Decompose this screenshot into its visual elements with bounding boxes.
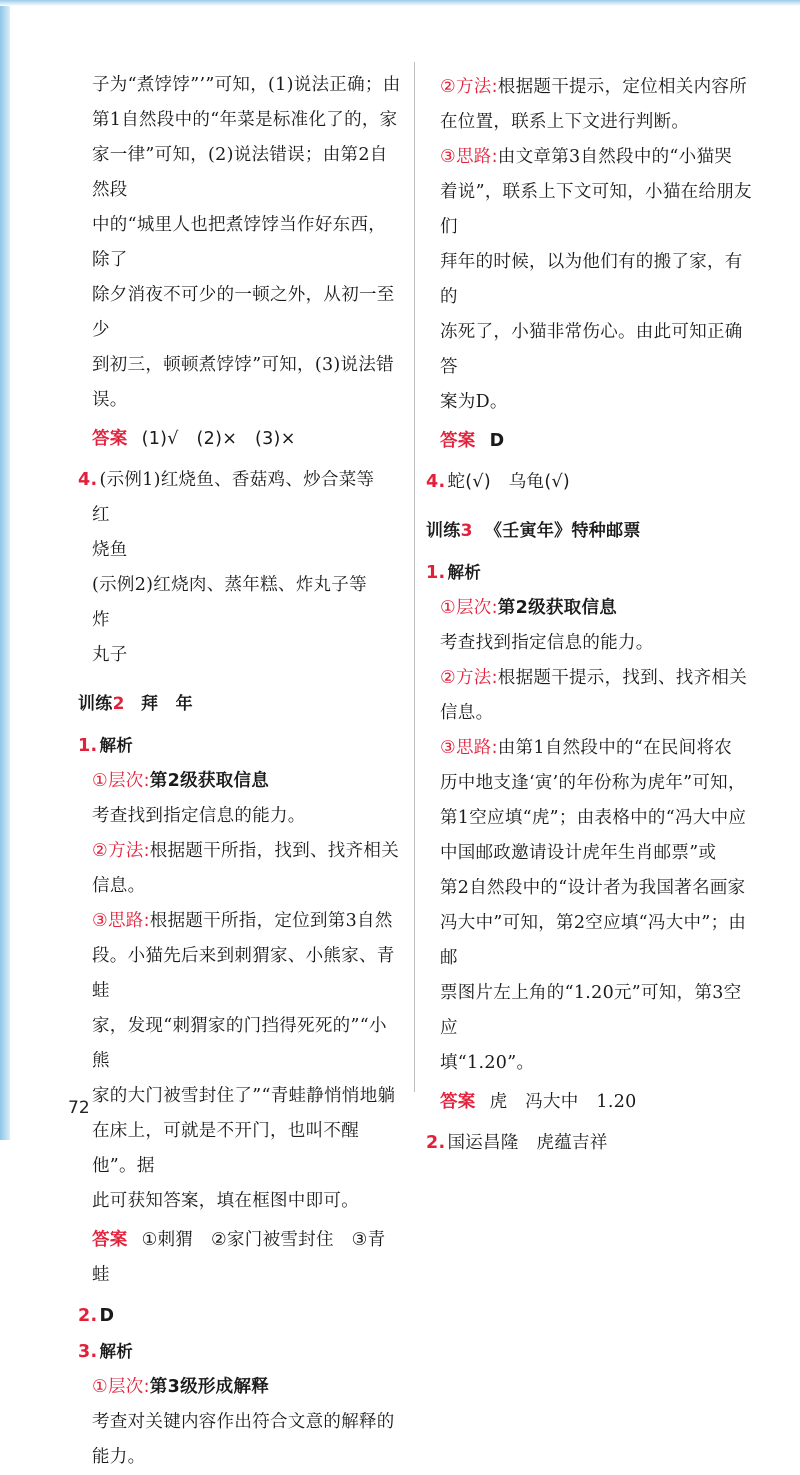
- idea-line: [440, 731, 758, 766]
- level-line: [92, 764, 402, 799]
- left-text-line: 信息。: [92, 876, 146, 896]
- idea-label: ③思路:: [92, 911, 150, 931]
- left-text-line: 丸子: [92, 645, 128, 665]
- section-title-3: [426, 514, 758, 549]
- question-4-answer: 蛇(√) 乌龟(√): [447, 472, 571, 492]
- question-1-head: [426, 555, 758, 591]
- level-value: 第2级获取信息: [497, 598, 618, 618]
- question-2-answer: 国运昌隆 虎蕴吉祥: [447, 1133, 608, 1153]
- question-number: 3.: [78, 1342, 98, 1362]
- answer-label: 答案: [440, 1092, 476, 1112]
- right-text-line: 案为D。: [440, 392, 508, 412]
- method-text: 根据题干提示，定位相关内容所: [497, 77, 747, 97]
- level-label: ①层次:: [92, 771, 150, 791]
- section-number: 2: [112, 694, 125, 714]
- answer-value: ①刺猬 ②家门被雪封住 ③青蛙: [92, 1230, 386, 1285]
- left-text-line: 考查找到指定信息的能力。: [92, 806, 306, 826]
- question-number: 2.: [78, 1306, 98, 1326]
- answer-label: 答案: [92, 429, 128, 449]
- method-line: [92, 834, 402, 869]
- question-number: 1.: [426, 563, 446, 583]
- answer-label: 答案: [92, 1230, 128, 1250]
- right-text-line: 冻死了，小猫非常伤心。由此可知正确答: [440, 322, 743, 377]
- section-name: 《壬寅年》特种邮票: [484, 521, 641, 541]
- question-4-line: [426, 465, 758, 500]
- question-3-head: [78, 1334, 402, 1370]
- level-line: [440, 591, 758, 626]
- answer-value: D: [489, 431, 505, 451]
- answer-label: 答案: [440, 431, 476, 451]
- left-text-line: 段。小猫先后来到刺猬家、小熊家、青蛙: [92, 946, 395, 1001]
- right-text-line: 第1空应填“虎”；由表格中的“冯大中应: [440, 808, 747, 828]
- right-text-line: 考查找到指定信息的能力。: [440, 633, 654, 653]
- column-divider: [414, 62, 415, 1092]
- right-text-line: 历中地支逢‘寅’的年份称为虎年”可知，: [440, 773, 746, 793]
- answer-line: [440, 424, 758, 459]
- section-number: 3: [460, 521, 473, 541]
- right-text-line: 在位置，联系上下文进行判断。: [440, 112, 690, 132]
- left-text-line: 在床上，可就是不开门，也叫不醒他”。据: [92, 1121, 359, 1176]
- right-text-line: 冯大中”可知，第2空应填“冯大中”；由邮: [440, 913, 747, 968]
- left-text-line: (示例2)红烧肉、蒸年糕、炸丸子等 炸: [92, 575, 385, 630]
- left-text-line: 烧鱼: [92, 540, 128, 560]
- question-2-answer: D: [99, 1306, 115, 1326]
- method-label: ②方法:: [440, 77, 498, 97]
- answer-line: [92, 1223, 402, 1293]
- idea-label: ③思路:: [440, 147, 498, 167]
- left-text-line: 到初三，顿顿煮饽饽”可知，(3)说法错误。: [92, 355, 394, 410]
- left-text-line: 家一律”可知，(2)说法错误；由第2自然段: [92, 145, 388, 200]
- answer-line: [440, 1085, 758, 1120]
- analysis-heading: 解析: [447, 563, 482, 582]
- idea-text: 由文章第3自然段中的“小猫哭: [497, 147, 733, 167]
- section-name: 拜 年: [140, 694, 193, 714]
- method-text: 根据题干所指，找到、找齐相关: [149, 841, 399, 861]
- level-line: [92, 1370, 402, 1405]
- method-label: ②方法:: [440, 668, 498, 688]
- level-value: 第3级形成解释: [149, 1377, 270, 1397]
- method-label: ②方法:: [92, 841, 150, 861]
- question-1-head: [78, 728, 402, 764]
- question-2-line: [426, 1126, 758, 1161]
- level-value: 第2级获取信息: [149, 771, 270, 791]
- right-text-line: 着说”，联系上下文可知，小猫在给朋友们: [440, 182, 752, 237]
- question-number: 4.: [426, 472, 446, 492]
- left-text-line: 除夕消夜不可少的一顿之外，从初一至少: [92, 285, 395, 340]
- analysis-heading: 解析: [99, 1342, 134, 1361]
- left-text-line: 第1自然段中的“年菜是标准化了的，家: [92, 110, 398, 130]
- section-title-2: [78, 687, 402, 722]
- left-text-line: 能力。: [92, 1447, 146, 1467]
- right-text-line: 中国邮政邀请设计虎年生肖邮票”或: [440, 843, 717, 863]
- right-text-line: 信息。: [440, 703, 494, 723]
- question-number: 1.: [78, 736, 98, 756]
- left-text-line: 考查对关键内容作出符合文意的解释的: [92, 1412, 395, 1432]
- section-prefix: 训练: [426, 521, 461, 541]
- question-number: 2.: [426, 1133, 446, 1153]
- left-text-line: 家的大门被雪封住了”“青蛙静悄悄地躺: [92, 1086, 396, 1106]
- question-4-text: (示例1)红烧鱼、香菇鸡、炒合菜等 红: [92, 470, 393, 525]
- section-prefix: 训练: [78, 694, 113, 714]
- right-text-line: 拜年的时候，以为他们有的搬了家，有的: [440, 252, 743, 307]
- answer-value: (1)√ (2)× (3)×: [141, 429, 296, 449]
- question-2-line: [78, 1299, 402, 1334]
- question-4-line: [78, 463, 402, 533]
- question-number: 4.: [78, 470, 98, 490]
- page-edge-top: [0, 0, 800, 6]
- left-text-line: 此可获知答案，填在框图中即可。: [92, 1191, 359, 1211]
- method-line: [440, 70, 758, 105]
- answer-value: 虎 冯大中 1.20: [489, 1092, 637, 1112]
- method-line: [440, 661, 758, 696]
- page-number: 72: [68, 1098, 90, 1118]
- level-label: ①层次:: [92, 1377, 150, 1397]
- left-text-line: 子为“煮饽饽”’”可知，(1)说法正确；由: [92, 75, 401, 95]
- level-label: ①层次:: [440, 598, 498, 618]
- idea-text: 根据题干所指，定位到第3自然: [149, 911, 393, 931]
- answer-line: [92, 422, 402, 457]
- right-text-line: 第2自然段中的“设计者为我国著名画家: [440, 878, 746, 898]
- right-column: [426, 70, 758, 1161]
- idea-line: [92, 904, 402, 939]
- method-text: 根据题干提示，找到、找齐相关: [497, 668, 747, 688]
- page-edge-left: [0, 0, 10, 1140]
- left-text-line: 家，发现“刺猬家的门挡得死死的”“小熊: [92, 1016, 387, 1071]
- right-text-line: 票图片左上角的“1.20元”可知，第3空应: [440, 983, 742, 1038]
- idea-line: [440, 140, 758, 175]
- analysis-heading: 解析: [99, 736, 134, 755]
- right-text-line: 填“1.20”。: [440, 1053, 535, 1073]
- idea-text: 由第1自然段中的“在民间将农: [497, 738, 733, 758]
- left-text-line: 中的“城里人也把煮饽饽当作好东西，除了: [92, 215, 387, 270]
- idea-label: ③思路:: [440, 738, 498, 758]
